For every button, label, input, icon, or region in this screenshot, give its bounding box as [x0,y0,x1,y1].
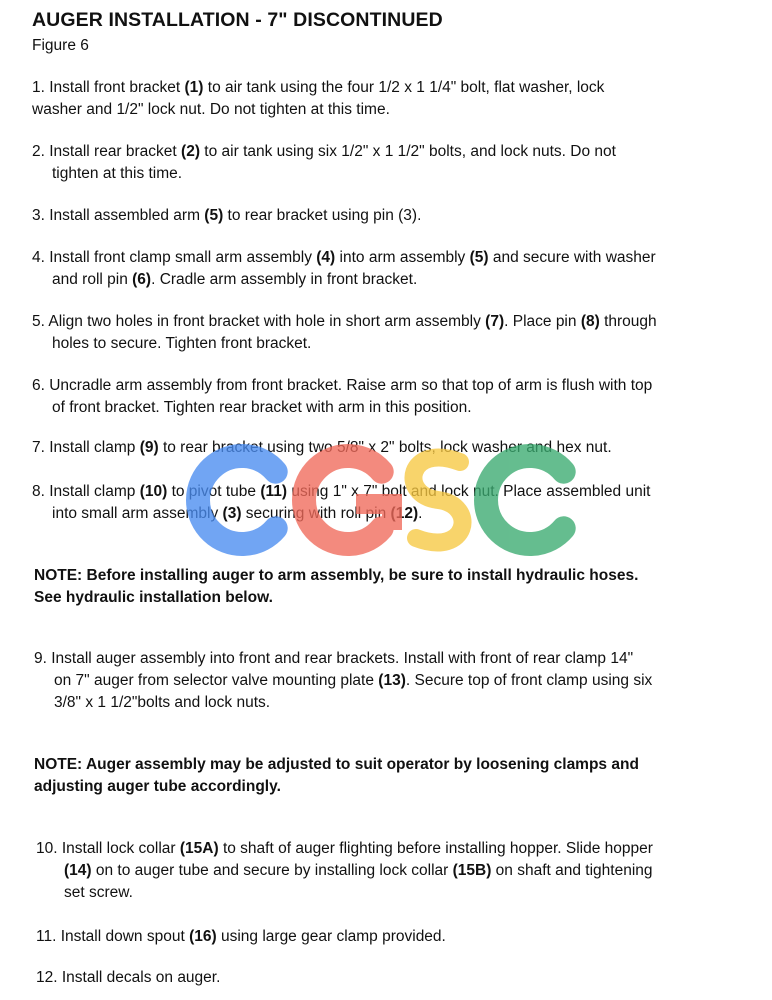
step-line [32,163,616,185]
step-line [32,205,421,227]
step-number: 5. [32,313,49,330]
step-text: Install rear bracket [49,143,182,160]
part-reference: (15B) [452,862,492,879]
page-title: AUGER INSTALLATION - 7" DISCONTINUED [32,9,443,31]
note-hydraulic [34,565,638,609]
step-text: into arm assembly [335,249,470,266]
step-line [34,692,652,714]
step-number: 7. [32,439,50,456]
step-text: and roll pin [52,271,133,288]
step-text: . [418,505,423,522]
instruction-step [32,437,612,459]
step-number: 6. [32,377,50,394]
part-reference: (3) [222,505,242,522]
note-line: adjusting auger tube accordingly. [34,778,281,795]
instruction-step [32,141,616,185]
part-reference: (8) [580,313,600,330]
instruction-step [32,481,650,525]
step-line [36,926,446,948]
part-reference: (11) [260,483,288,500]
step-line [32,141,616,163]
step-text: on 7" auger from selector valve mounting plate [54,672,379,689]
step-text: Install auger assembly into front and rear brackets. Install with front of rear clamp 14" [51,650,634,667]
step-text: on shaft and tightening [491,862,653,879]
step-text: holes to secure. Tighten front bracket. [52,335,312,352]
part-reference: (16) [189,928,217,945]
instruction-step [36,926,446,948]
step-line [36,838,653,860]
step-text: Install front clamp small arm assembly [49,249,317,266]
instruction-step [36,838,653,904]
step-text: through [599,313,657,330]
step-text: of front bracket. Tighten rear bracket with arm in this position. [52,399,472,416]
step-line [32,77,604,99]
step-text: on to auger tube and secure by installing lock collar [91,862,453,879]
instruction-step [32,311,657,355]
step-line [32,437,612,459]
instruction-step [36,967,220,989]
step-number: 12. [36,969,62,986]
part-reference: (5) [204,207,224,224]
step-text: using large gear clamp provided. [216,928,446,945]
step-line [36,860,653,882]
step-number: 3. [32,207,50,224]
instruction-step [32,375,652,419]
step-line [32,481,650,503]
figure-label: Figure 6 [32,37,89,54]
step-line [32,397,652,419]
part-reference: (10) [139,483,168,500]
step-text: into small arm assembly [52,505,223,522]
step-number: 10. [36,840,62,857]
step-number: 4. [32,249,50,266]
step-text: . Place pin [504,313,581,330]
part-reference: (2) [181,143,200,160]
step-text: Install clamp [49,439,140,456]
part-reference: (6) [132,271,152,288]
note-line: See hydraulic installation below. [34,589,273,606]
note-line: NOTE: Auger assembly may be adjusted to suit operator by loosening clamps and [34,756,639,773]
step-text: Uncradle arm assembly from front bracket. Raise arm so that top of arm is flush with top [49,377,653,394]
instruction-step [32,205,421,227]
step-line [32,503,650,525]
step-text: to air tank using six 1/2" x 1 1/2" bolts, and lock nuts. Do not [200,143,616,160]
note-line: NOTE: Before installing auger to arm assembly, be sure to install hydraulic hoses. [34,567,639,584]
step-text: Install assembled arm [49,207,205,224]
step-text: securing with roll pin [241,505,391,522]
step-text: Install lock collar [61,840,180,857]
step-text: tighten at this time. [52,165,183,182]
step-text: . Secure top of front clamp using six [405,672,653,689]
step-line [32,375,652,397]
step-text: Install front bracket [49,79,185,96]
step-text: using 1" x 7" bolt and lock nut. Place assembled unit [287,483,651,500]
part-reference: (7) [485,313,505,330]
step-number: 8. [32,483,50,500]
step-text: Install decals on auger. [61,969,221,986]
step-line [32,269,656,291]
step-text: Align two holes in front bracket with hole in short arm assembly [48,313,486,330]
step-text: 3/8" x 1 1/2"bolts and lock nuts. [54,694,271,711]
step-line [36,967,220,989]
instruction-step [32,77,604,121]
step-text: Install clamp [49,483,140,500]
step-text: washer and 1/2" lock nut. Do not tighten at this time. [32,101,390,118]
step-text: and secure with washer [488,249,656,266]
step-line [34,648,652,670]
step-number: 1. [32,79,50,96]
step-text: set screw. [64,884,133,901]
step-number: 11. [36,928,61,945]
step-text: to shaft of auger flighting before installing hopper. Slide hopper [218,840,653,857]
step-line [32,311,657,333]
step-text: Install down spout [60,928,190,945]
part-reference: (1) [184,79,204,96]
step-line [32,247,656,269]
step-line [36,882,653,904]
part-reference: (5) [469,249,489,266]
step-text: . Cradle arm assembly in front bracket. [151,271,418,288]
part-reference: (13) [378,672,406,689]
part-reference: (4) [316,249,336,266]
note-adjustment [34,754,639,798]
part-reference: (12) [390,505,419,522]
part-reference: (15A) [179,840,219,857]
step-text: to pivot tube [167,483,261,500]
step-number: 9. [34,650,52,667]
step-text: to rear bracket using two 5/8" x 2" bolts, lock washer and hex nut. [158,439,612,456]
step-text: to air tank using the four 1/2 x 1 1/4" bolt, flat washer, lock [203,79,605,96]
step-line [32,333,657,355]
step-line [34,670,652,692]
part-reference: (14) [64,862,92,879]
instruction-step [32,247,656,291]
part-reference: (9) [139,439,159,456]
step-line [32,99,604,121]
step-number: 2. [32,143,50,160]
step-text: to rear bracket using pin (3). [223,207,422,224]
instruction-step [34,648,652,714]
